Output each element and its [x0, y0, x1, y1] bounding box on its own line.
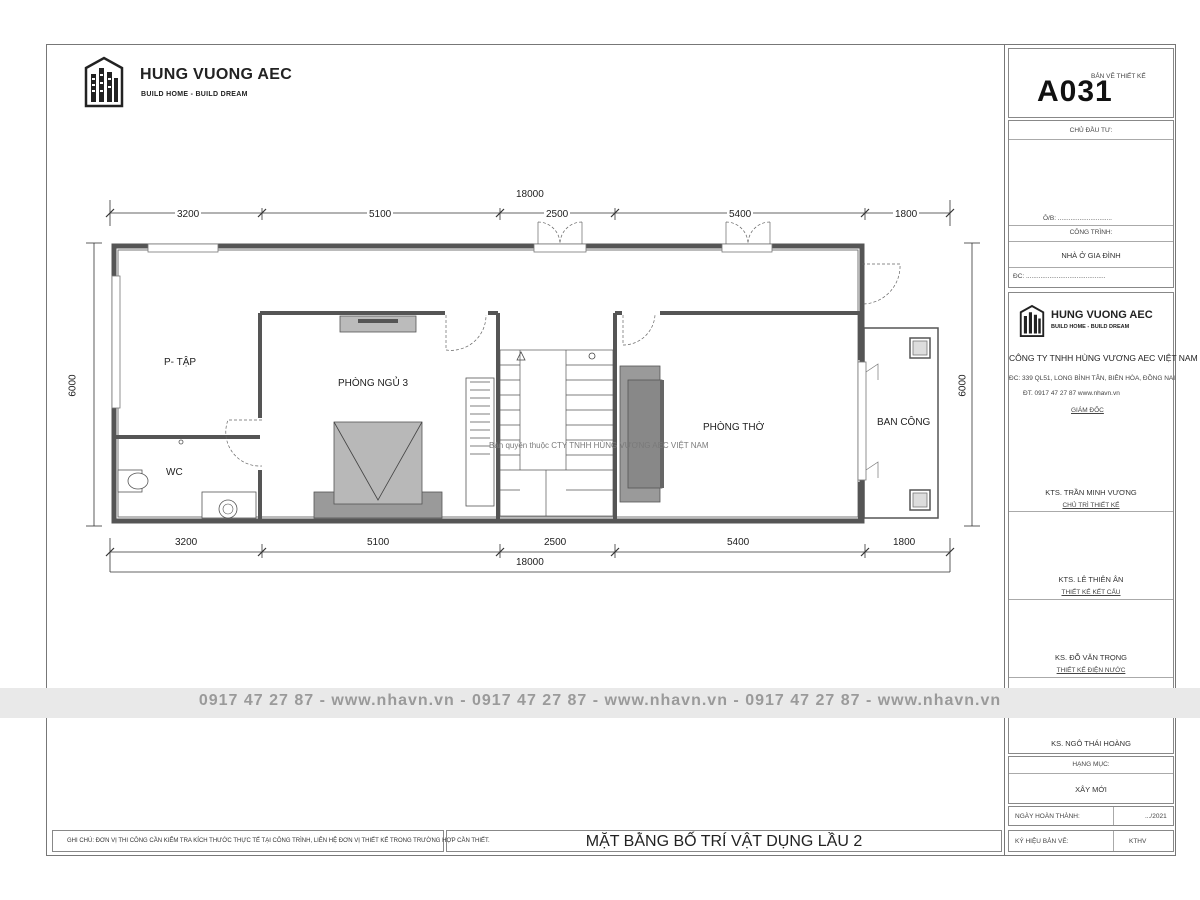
staff-4-name: KS. NGÔ THÁI HOÀNG — [1051, 739, 1131, 748]
toilet-bowl — [128, 473, 148, 489]
note-text: GHI CHÚ: ĐƠN VỊ THI CÔNG CẦN KIỂM TRA KÍCH THƯỚC THỰC TẾ TẠI CÔNG TRÌNH, LIÊN HỆ ĐƠN VỊ THIẾT KẾ TRONG TRƯỜNG HỢP CẦN THIẾT. — [67, 838, 490, 844]
company-name: CÔNG TY TNHH HÙNG VƯƠNG AEC VIỆT NAM — [1009, 353, 1198, 363]
dim-top-2: 5100 — [369, 209, 392, 220]
completion-value: .../2021 — [1145, 813, 1167, 820]
category-value: XÂY MỚI — [1075, 785, 1107, 794]
room-label-balcony: BAN CÔNG — [877, 417, 931, 428]
dim-bottom-1: 3200 — [175, 537, 198, 548]
bed — [334, 422, 422, 504]
owner-label: CHỦ ĐẦU TƯ: — [1069, 127, 1113, 134]
staff-2-name: KTS. LÊ THIÊN ÂN — [1058, 575, 1124, 584]
room-label-study: P- TẬP — [164, 357, 197, 368]
owner-address: Ô/B: .............................. — [1043, 215, 1112, 222]
dim-bottom-2: 5100 — [367, 537, 390, 548]
staff-1-role: CHỦ TRÌ THIẾT KẾ — [1062, 502, 1120, 509]
staff-3-role: THIẾT KẾ ĐIỆN NƯỚC — [1056, 667, 1126, 674]
category-label: HẠNG MỤC: — [1072, 761, 1110, 768]
director-label: GIÁM ĐỐC — [1071, 407, 1104, 414]
sheet-code: A031 — [1037, 75, 1113, 108]
company-brand-tagline: BUILD HOME - BUILD DREAM — [1051, 324, 1130, 330]
dim-top-4: 5400 — [729, 209, 752, 220]
dim-height-right: 6000 — [957, 374, 969, 397]
project-name: NHÀ Ở GIA ĐÌNH — [1061, 251, 1121, 260]
completion-label: NGÀY HOÀN THÀNH: — [1015, 813, 1080, 820]
drawing-code-label: KÝ HIỆU BẢN VẼ: — [1015, 838, 1069, 845]
staff-3-name: KS. ĐỖ VĂN TRỌNG — [1055, 653, 1127, 662]
dim-total-bottom: 18000 — [516, 557, 544, 568]
window-study-side — [112, 276, 120, 408]
dim-bottom-3: 2500 — [544, 537, 567, 548]
staff-2-role: THIẾT KẾ KẾT CẤU — [1061, 589, 1121, 596]
room-label-bedroom: PHÒNG NGỦ 3 — [338, 378, 409, 389]
brand-tagline: BUILD HOME - BUILD DREAM — [141, 91, 248, 98]
wc-sink — [219, 500, 237, 518]
room-label-wc: WC — [166, 467, 183, 478]
project-label: CÔNG TRÌNH: — [1069, 229, 1113, 236]
company-brand-name: HUNG VUONG AEC — [1051, 309, 1153, 321]
window-stair — [534, 244, 586, 252]
sheet-title: MẶT BẰNG BỐ TRÍ VẬT DỤNG LẦU 2 — [585, 833, 863, 850]
company-contact: ĐT. 0917 47 27 87 www.nhavn.vn — [1023, 390, 1120, 397]
company-address: ĐC: 339 QL51, LONG BÌNH TÂN, BIÊN HÒA, ĐỒNG NAI — [1009, 375, 1176, 382]
dim-top-3: 2500 — [546, 209, 569, 220]
dim-total-top: 18000 — [516, 189, 544, 200]
copyright-notice: Bản quyền thuộc CTY TNHH HÙNG VƯƠNG AEC VIỆT NAM — [489, 441, 709, 450]
brand-name: HUNG VUONG AEC — [140, 66, 293, 83]
balcony-door — [858, 362, 866, 480]
tv-shelf — [340, 316, 416, 332]
drawing-code-value: KTHV — [1129, 838, 1147, 845]
window-worship — [722, 244, 772, 252]
sheet-label: BẢN VẼ THIẾT KẾ — [1091, 73, 1146, 80]
dim-top-5: 1800 — [895, 209, 918, 220]
dim-bottom-5: 1800 — [893, 537, 916, 548]
staircase — [500, 350, 613, 516]
watermark-text: 0917 47 27 87 - www.nhavn.vn - 0917 47 27 87 - www.nhavn.vn - 0917 47 27 87 - www.nhavn.vn — [198, 692, 1002, 709]
dim-top-1: 3200 — [177, 209, 200, 220]
window-study — [148, 244, 218, 252]
staff-1-name: KTS. TRẦN MINH VƯƠNG — [1045, 488, 1137, 497]
dim-bottom-4: 5400 — [727, 537, 750, 548]
dim-height-left: 6000 — [67, 374, 79, 397]
project-address: ĐC: ............................................ — [1013, 273, 1106, 280]
room-label-worship: PHÒNG THỜ — [703, 422, 765, 433]
